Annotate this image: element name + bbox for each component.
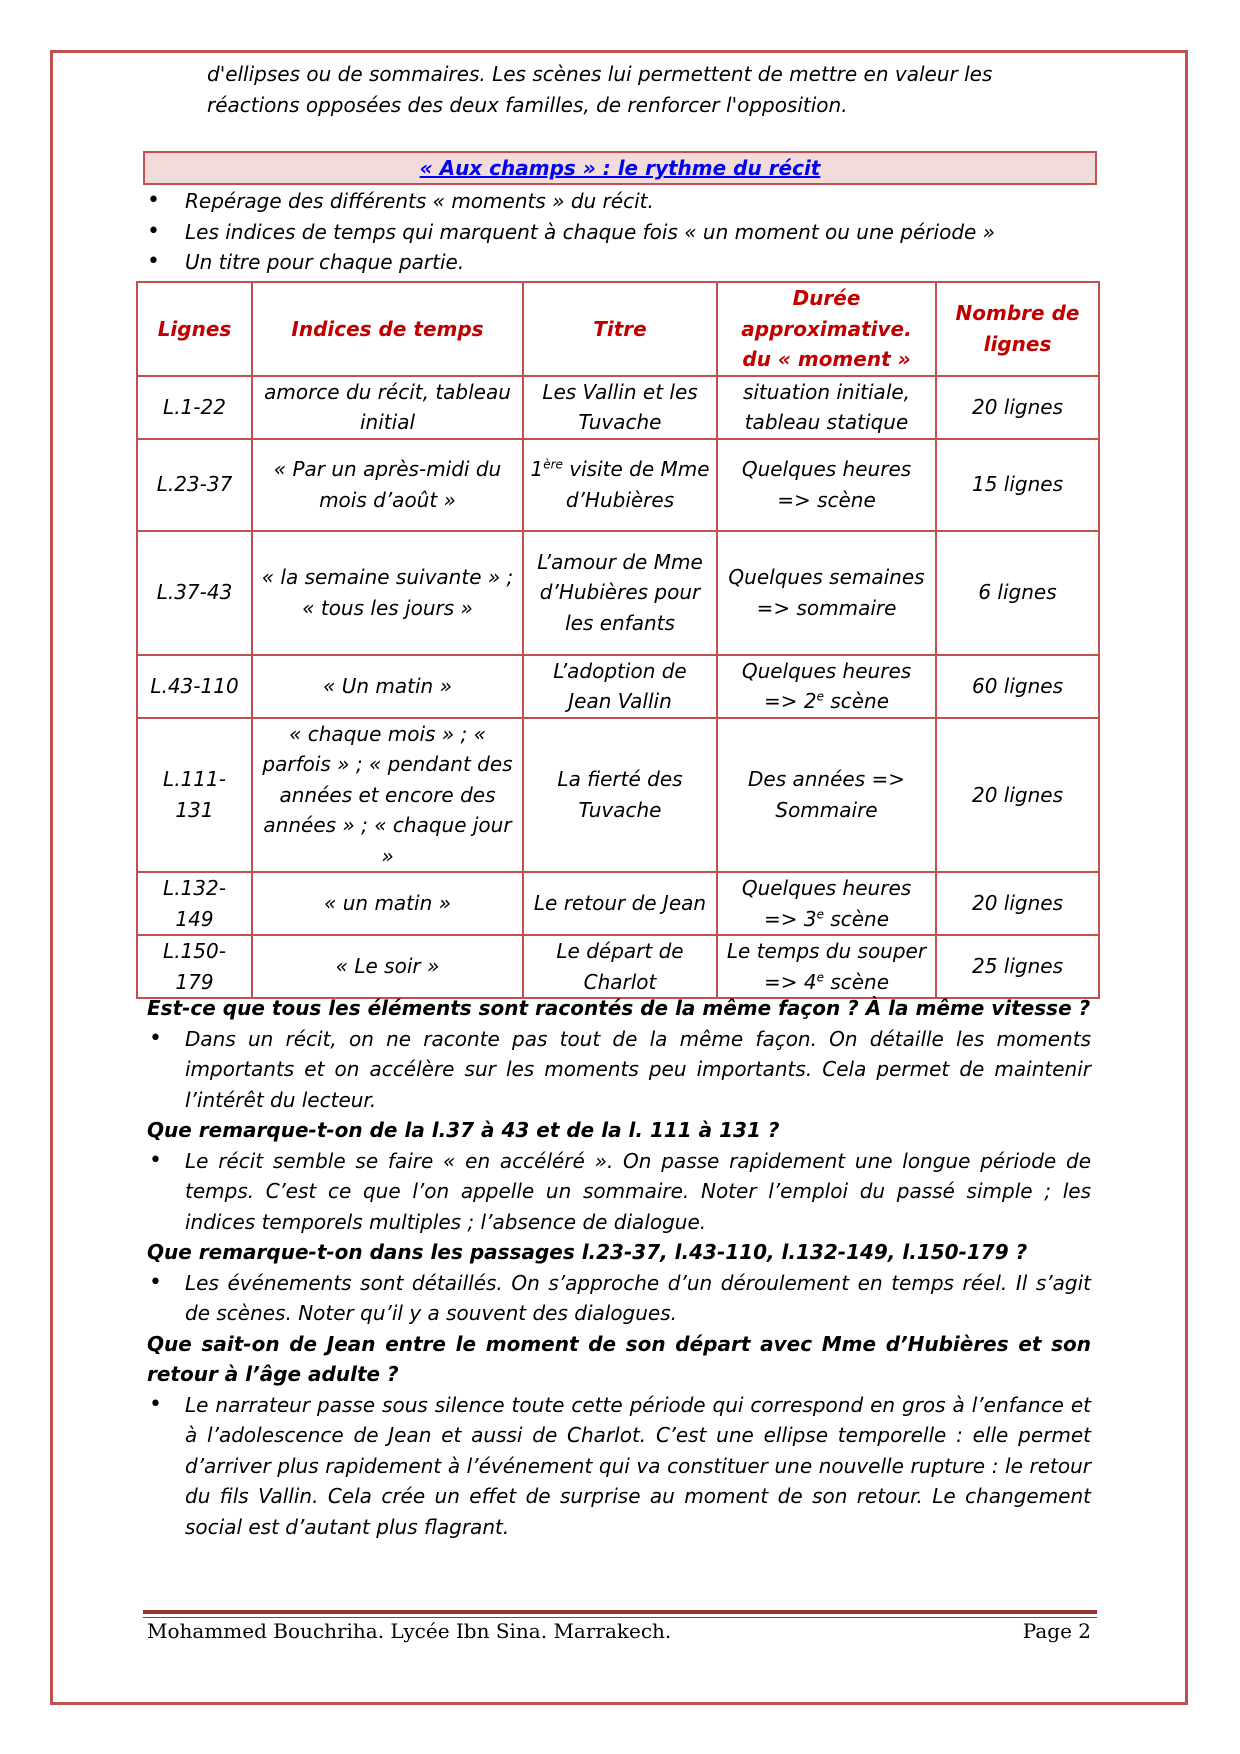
titre-rest: visite de Mme d’Hubières	[562, 457, 710, 512]
footer-author: Mohammed Bouchriha. Lycée Ibn Sina. Marrakech.	[147, 1619, 672, 1643]
rhythm-table	[136, 281, 1100, 999]
cell-nombre: 20 lignes	[936, 376, 1099, 439]
section-title-link[interactable]: « Aux champs » : le rythme du récit	[419, 156, 821, 180]
header-indices: Indices de temps	[252, 282, 523, 376]
cell-nombre: 6 lignes	[936, 531, 1099, 655]
section-title-box	[143, 151, 1097, 185]
table-header-row	[137, 282, 1099, 376]
table-row	[137, 376, 1099, 439]
question: Que remarque-t-on de la l.37 à 43 et de la l. 111 à 131 ?	[147, 1118, 780, 1142]
task-list	[137, 186, 1097, 278]
answer: • Le narrateur passe sous silence toute cette période qui correspond en gros à l’enfance et à l’adolescence de Jean et aussi de Charlot. C’est une ellipse temporelle : elle permet d’arriver plus rapidement à l’événement qui va constituer une nouvelle rupture : le retour du fils Vallin. Cela crée un effet de surprise au moment de son retour. Le changement social est d’autant plus flagrant.	[147, 1390, 1091, 1543]
cell-nombre: 25 lignes	[936, 935, 1099, 998]
titre-superscript: ère	[543, 457, 563, 472]
cell-indices: « Le soir »	[252, 935, 523, 998]
table-row	[137, 935, 1099, 998]
cell-nombre: 15 lignes	[936, 439, 1099, 531]
cell-indices: « Un matin »	[252, 655, 523, 718]
task-item: • Un titre pour chaque partie.	[137, 247, 1097, 278]
cell-duree	[717, 935, 936, 998]
intro-paragraph: d'ellipses ou de sommaires. Les scènes lui permettent de mettre en valeur les réactions opposées des deux familles, de renforcer l'opposition.	[207, 62, 993, 117]
cell-titre: L’amour de Mme d’Hubières pour les enfants	[523, 531, 717, 655]
cell-lignes: L.1-22	[137, 376, 252, 439]
cell-titre	[523, 439, 717, 531]
task-item: • Les indices de temps qui marquent à chaque fois « un moment ou une période »	[137, 217, 1097, 248]
cell-duree	[717, 655, 936, 718]
answer: • Le récit semble se faire « en accéléré ». On passe rapidement une longue période de temps. C’est ce que l’on appelle un sommaire. Noter l’emploi du passé simple ; les indices temporels multiples ; l’absence de dialogue.	[147, 1146, 1091, 1238]
titre-number: 1	[530, 457, 544, 481]
cell-duree: Quelques heures => scène	[717, 439, 936, 531]
cell-duree: Des années => Sommaire	[717, 718, 936, 873]
question: Que remarque-t-on dans les passages l.23-37, l.43-110, l.132-149, l.150-179 ?	[147, 1240, 1028, 1264]
cell-indices: « un matin »	[252, 872, 523, 935]
answer: • Dans un récit, on ne raconte pas tout de la même façon. On détaille les moments importants et on accélère sur les moments peu importants. Cela permet de maintenir l’intérêt du lecteur.	[147, 1024, 1091, 1116]
cell-titre: Les Vallin et les Tuvache	[523, 376, 717, 439]
cell-lignes: L.37-43	[137, 531, 252, 655]
cell-nombre: 20 lignes	[936, 718, 1099, 873]
table-row	[137, 531, 1099, 655]
cell-indices: « la semaine suivante » ; « tous les jours »	[252, 531, 523, 655]
cell-lignes: L.132-149	[137, 872, 252, 935]
header-duree: Durée approximative. du « moment »	[717, 282, 936, 376]
duree-post: scène	[823, 969, 890, 994]
cell-lignes: L.111-131	[137, 718, 252, 873]
cell-titre: Le retour de Jean	[523, 872, 717, 935]
question: Que sait-on de Jean entre le moment de son départ avec Mme d’Hubières et son retour à l’âge adulte ?	[147, 1331, 1091, 1386]
table-row	[137, 655, 1099, 718]
duree-superscript: e	[816, 906, 824, 921]
cell-indices: « Par un après-midi du mois d’août »	[252, 439, 523, 531]
duree-superscript: e	[816, 689, 824, 704]
task-item: • Repérage des différents « moments » du récit.	[137, 186, 1097, 217]
question: Est-ce que tous les éléments sont racontés de la même façon ? À la même vitesse ?	[147, 996, 1091, 1020]
header-lignes: Lignes	[137, 282, 252, 376]
duree-superscript: e	[816, 969, 824, 984]
cell-indices: amorce du récit, tableau initial	[252, 376, 523, 439]
page-number: Page 2	[1022, 1619, 1091, 1643]
duree-pre: Le temps du souper => 4	[726, 939, 927, 994]
answer: • Les événements sont détaillés. On s’approche d’un déroulement en temps réel. Il s’agit de scènes. Noter qu’il y a souvent des dialogues.	[147, 1268, 1091, 1329]
cell-nombre: 60 lignes	[936, 655, 1099, 718]
duree-pre: Quelques heures => 3	[741, 876, 912, 931]
duree-post: scène	[823, 906, 890, 931]
table-row	[137, 439, 1099, 531]
footer-rule-thick	[143, 1610, 1097, 1614]
cell-lignes: L.23-37	[137, 439, 252, 531]
cell-indices: « chaque mois » ; « parfois » ; « pendant des années et encore des années » ; « chaque jour »	[252, 718, 523, 873]
cell-titre: La fierté des Tuvache	[523, 718, 717, 873]
cell-lignes: L.43-110	[137, 655, 252, 718]
questions-section	[147, 993, 1091, 1542]
table-row	[137, 872, 1099, 935]
cell-duree: Quelques semaines => sommaire	[717, 531, 936, 655]
cell-titre: Le départ de Charlot	[523, 935, 717, 998]
header-titre: Titre	[523, 282, 717, 376]
cell-lignes: L.150-179	[137, 935, 252, 998]
cell-duree	[717, 872, 936, 935]
duree-pre: Quelques heures => 2	[741, 658, 912, 713]
cell-duree: situation initiale, tableau statique	[717, 376, 936, 439]
duree-post: scène	[823, 689, 890, 713]
cell-nombre: 20 lignes	[936, 872, 1099, 935]
table-row	[137, 718, 1099, 873]
header-nombre: Nombre de lignes	[936, 282, 1099, 376]
cell-titre: L’adoption de Jean Vallin	[523, 655, 717, 718]
